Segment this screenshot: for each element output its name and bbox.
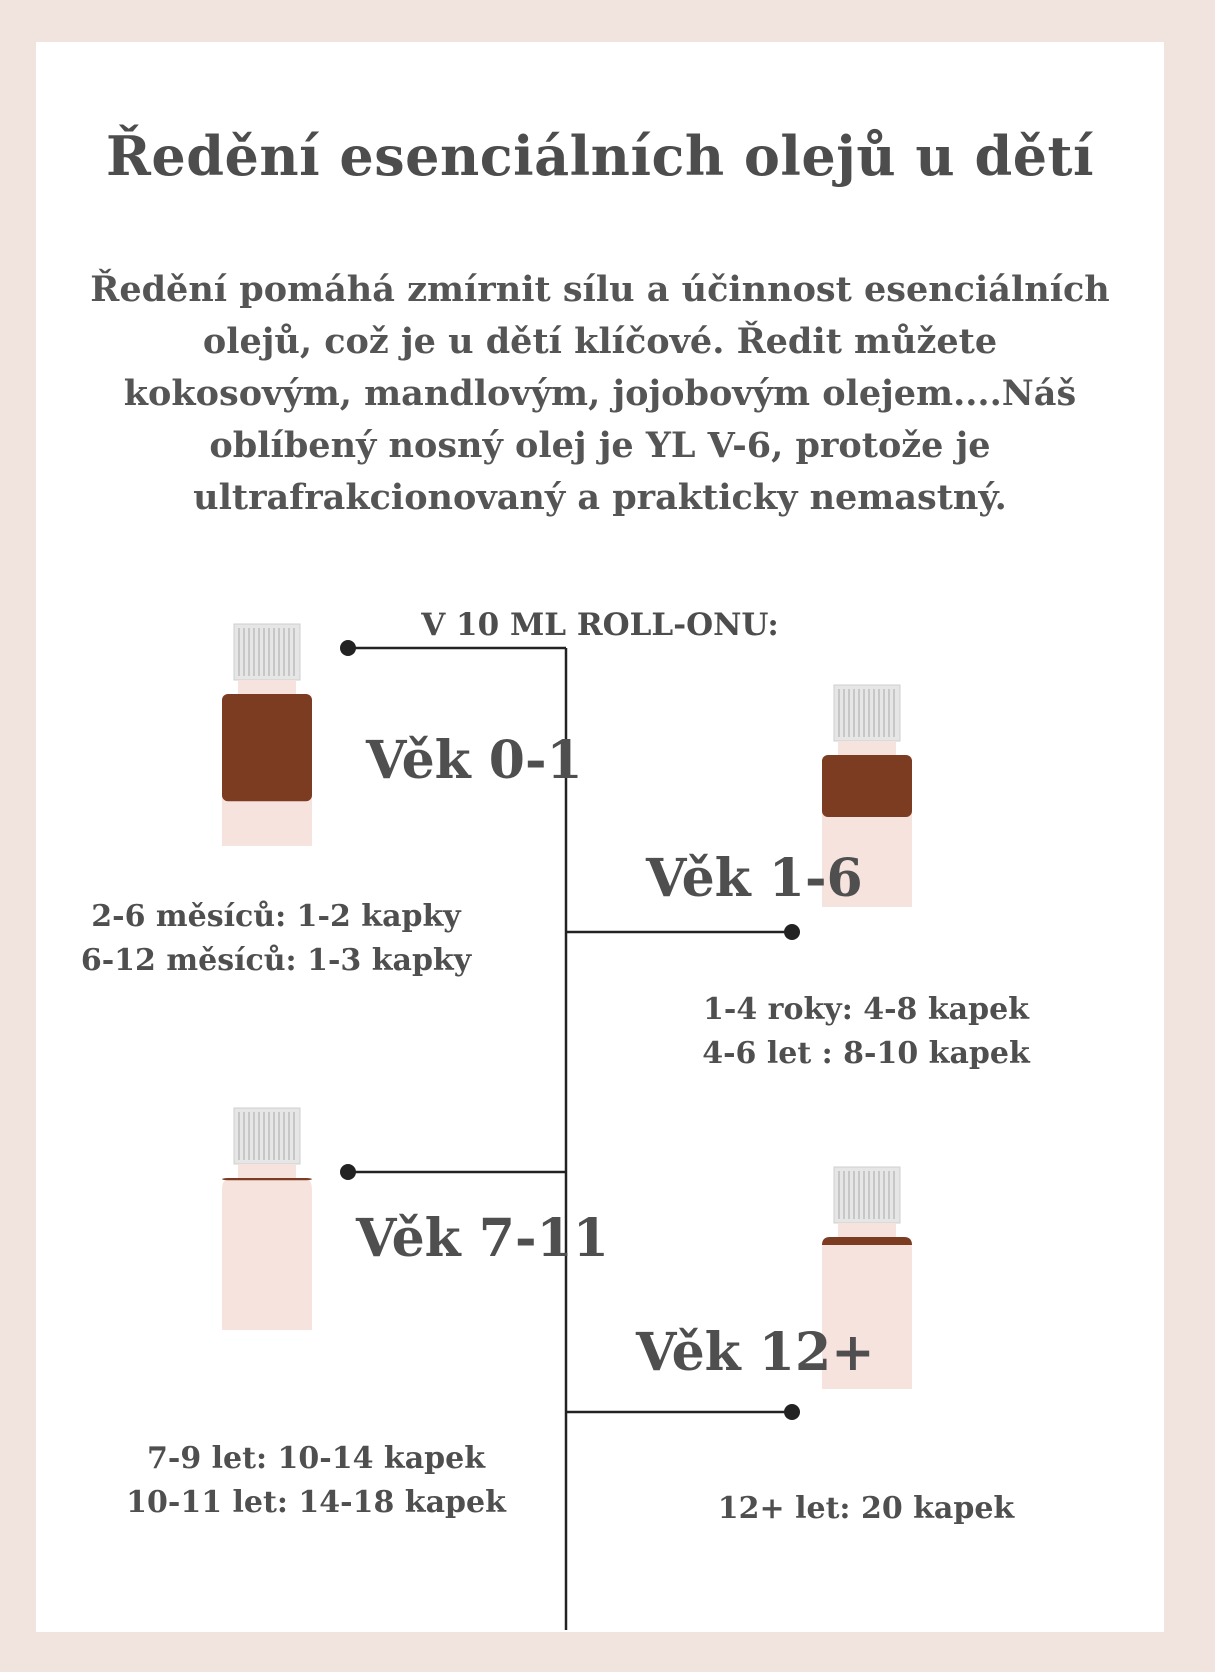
dose-line: 2-6 měsíců: 1-2 kapky (91, 899, 461, 934)
rollon-subheading: V 10 ML ROLL-ONU: (421, 607, 779, 643)
bottle-neck (238, 1164, 296, 1178)
dose-line: 10-11 let: 14-18 kapek (126, 1485, 506, 1520)
age-label-0-1: Věk 0-1 (366, 730, 583, 791)
branch-dot-12-plus (784, 1404, 800, 1420)
bottle-neck (238, 680, 296, 694)
branch-dot-7-11 (340, 1164, 356, 1180)
dose-line: 6-12 měsíců: 1-3 kapky (80, 943, 472, 978)
bottle-icon-0-1 (222, 624, 312, 846)
bottle-oil-level (222, 694, 312, 801)
dose-line: 1-4 roky: 4-8 kapek (703, 992, 1029, 1027)
dose-line: 4-6 let : 8-10 kapek (702, 1036, 1030, 1071)
dilution-diagram (36, 42, 1164, 1632)
bottle-neck (838, 1223, 896, 1237)
branch-dot-1-6 (784, 924, 800, 940)
age-label-1-6: Věk 1-6 (646, 848, 863, 909)
intro-text: Ředění pomáhá zmírnit sílu a účinnost esenciálních olejů, což je u dětí klíčové. Ředit můžete kokosovým, mandlovým, jojobovým olejem....Náš oblíbený nosný olej je YL V-6, protože je ultrafrakcionovaný a prakticky nemastný. (90, 269, 1110, 518)
dose-line: 12+ let: 20 kapek (717, 1491, 1015, 1526)
dose-list-12-plus (666, 1487, 1066, 1531)
dose-list-1-6 (666, 988, 1066, 1076)
bottle-oil-level (822, 755, 912, 817)
bottle-oil-level (222, 1178, 312, 1180)
bottle-glass (222, 1178, 312, 1330)
bottle-oil-level (822, 1237, 912, 1245)
dose-line: 7-9 let: 10-14 kapek (147, 1441, 485, 1476)
infographic-card (36, 42, 1164, 1632)
bottle-neck (838, 741, 896, 755)
page-title: Ředění esenciálních olejů u dětí (105, 124, 1095, 188)
age-label-12-plus: Věk 12+ (636, 1322, 875, 1383)
branch-dot-0-1 (340, 640, 356, 656)
dose-list-7-11 (116, 1437, 516, 1525)
age-label-7-11: Věk 7-11 (356, 1208, 609, 1269)
bottle-icon-7-11 (222, 1108, 312, 1330)
dose-list-0-1 (76, 895, 476, 983)
